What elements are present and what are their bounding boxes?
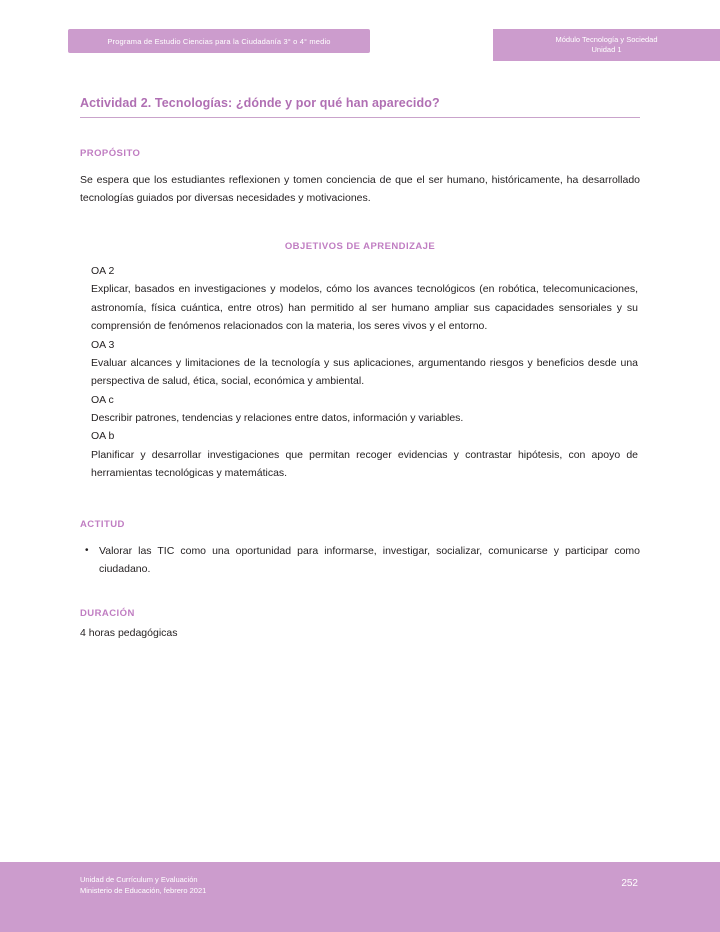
header-module-text: Módulo Tecnología y Sociedad bbox=[555, 34, 658, 44]
actitud-section bbox=[80, 519, 640, 578]
page-title: Actividad 2. Tecnologías: ¿dónde y por qué han aparecido? bbox=[80, 96, 440, 110]
header-program-text: Programa de Estudio Ciencias para la Ciudadanía 3° o 4° medio bbox=[107, 36, 331, 46]
duracion-value: 4 horas pedagógicas bbox=[80, 626, 178, 639]
oa-code: OA 3 bbox=[91, 338, 115, 351]
oa-item bbox=[80, 391, 640, 428]
actitud-text: Valorar las TIC como una oportunidad para informarse, investigar, socializar, comunicarse y participar como ciudadano. bbox=[99, 544, 640, 575]
header-module-banner bbox=[493, 29, 720, 61]
oa-item bbox=[80, 336, 640, 391]
actitud-list-item bbox=[80, 542, 640, 578]
proposito-section bbox=[80, 148, 640, 207]
objetivos-heading: OBJETIVOS DE APRENDIZAJE bbox=[284, 241, 436, 253]
oa-code: OA c bbox=[91, 393, 114, 406]
proposito-text: Se espera que los estudiantes reflexionen y tomen conciencia de que el ser humano, históricamente, ha desarrollado tecnologías guiados por diversas necesidades y motivaciones. bbox=[80, 174, 640, 205]
duracion-label: DURACIÓN bbox=[80, 607, 135, 619]
duracion-section bbox=[80, 608, 640, 642]
bullet-icon: • bbox=[85, 544, 89, 556]
oa-item bbox=[80, 262, 640, 336]
footer-source bbox=[80, 875, 206, 896]
page-number: 252 bbox=[621, 878, 638, 889]
proposito-label: PROPÓSITO bbox=[80, 148, 141, 159]
footer-line-2: Ministerio de Educación, febrero 2021 bbox=[80, 885, 207, 895]
header-unit-text: Unidad 1 bbox=[591, 45, 622, 54]
title-divider bbox=[80, 117, 640, 118]
oa-code: OA b bbox=[91, 430, 115, 443]
page-footer bbox=[0, 862, 720, 932]
oa-text: Explicar, basados en investigaciones y modelos, cómo los avances tecnológicos (en robótica, telecomunicaciones, astronomía, física cuántica, entre otros) han permitido al ser humano ampliar sus capacidades sensoriales y su comprensión de fenómenos relacionados con la materia, los seres vivos y el entorno. bbox=[91, 283, 638, 333]
oa-code: OA 2 bbox=[91, 265, 115, 278]
footer-line-1: Unidad de Currículum y Evaluación bbox=[80, 875, 198, 884]
oa-text: Describir patrones, tendencias y relaciones entre datos, información y variables. bbox=[91, 412, 464, 425]
oa-text: Planificar y desarrollar investigaciones que permitan recoger evidencias y contrastar hipótesis, con apoyo de herramientas tecnológicas y matemáticas. bbox=[91, 448, 638, 480]
page-header bbox=[0, 29, 720, 53]
oa-item bbox=[80, 427, 640, 482]
header-program-banner bbox=[68, 29, 370, 53]
objetivos-section bbox=[80, 241, 640, 483]
oa-text: Evaluar alcances y limitaciones de la tecnología y sus aplicaciones, argumentando riesgos y beneficios desde una perspectiva de salud, ética, social, económica y ambiental. bbox=[91, 356, 638, 388]
document-content bbox=[80, 96, 640, 641]
actitud-label: ACTITUD bbox=[80, 518, 125, 530]
